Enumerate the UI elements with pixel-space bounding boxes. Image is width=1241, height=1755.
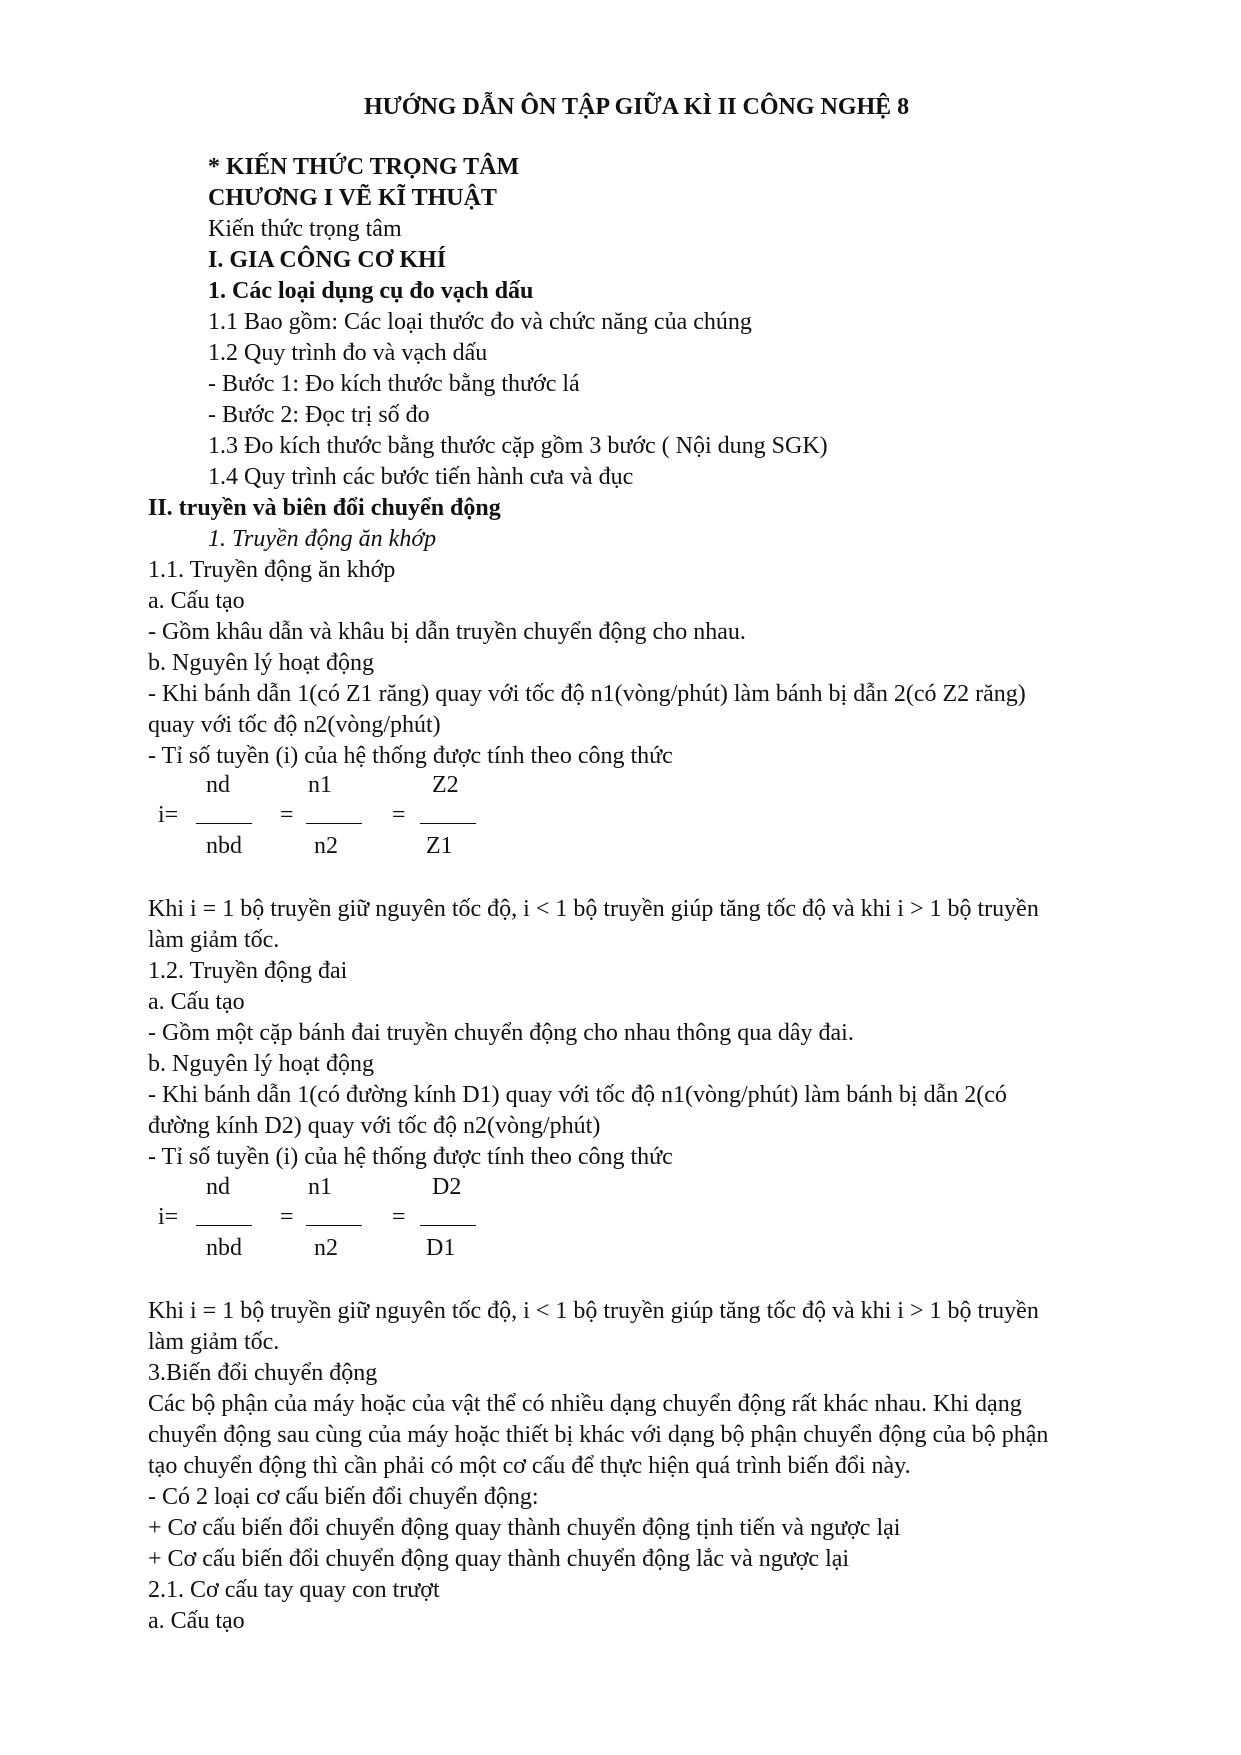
text-line: - Khi bánh dẫn 1(có Z1 răng) quay với tốc độ n1(vòng/phút) làm bánh bị dẫn 2(có Z2 răng) (148, 681, 1026, 707)
text-line: Khi i = 1 bộ truyền giữ nguyên tốc độ, i < 1 bộ truyền giúp tăng tốc độ và khi i > 1 bộ truyền (148, 896, 1039, 922)
text-line: Kiến thức trọng tâm (208, 216, 402, 242)
text-line: 2.1. Cơ cấu tay quay con trượt (148, 1577, 440, 1603)
formula-equals: = (280, 802, 294, 828)
subsection-heading: 1. Truyền động ăn khớp (208, 526, 437, 552)
fraction-bar (306, 823, 362, 824)
formula-numerator: n1 (308, 1174, 332, 1200)
text-line: a. Cấu tạo (148, 1608, 245, 1634)
text-line: - Gồm một cặp bánh đai truyền chuyển động cho nhau thông qua dây đai. (148, 1020, 854, 1046)
text-line: 1.2. Truyền động đai (148, 958, 348, 984)
text-line: 1.1 Bao gồm: Các loại thước đo và chức năng của chúng (208, 309, 752, 335)
formula-equals: = (392, 1204, 406, 1230)
formula-equals: = (392, 802, 406, 828)
text-line: b. Nguyên lý hoạt động (148, 1051, 374, 1077)
fraction-bar (196, 823, 252, 824)
text-line: Các bộ phận của máy hoặc của vật thể có nhiều dạng chuyển động rất khác nhau. Khi dạng (148, 1391, 1022, 1417)
text-line: - Có 2 loại cơ cấu biến đổi chuyển động: (148, 1484, 539, 1510)
text-line: - Tỉ số tuyền (i) của hệ thống được tính theo công thức (148, 743, 673, 769)
text-line: 1.4 Quy trình các bước tiến hành cưa và đục (208, 464, 634, 490)
fraction-bar (306, 1225, 362, 1226)
page-title: HƯỚNG DẪN ÔN TẬP GIỮA KÌ II CÔNG NGHỆ 8 (364, 94, 910, 120)
text-line: 1.3 Đo kích thước bằng thước cặp gồm 3 bước ( Nội dung SGK) (208, 433, 828, 459)
text-line: 3.Biến đổi chuyển động (148, 1360, 378, 1386)
text-line: - Bước 1: Đo kích thước bằng thước lá (208, 371, 580, 397)
section-heading: I. GIA CÔNG CƠ KHÍ (208, 247, 447, 273)
fraction-bar (420, 1225, 476, 1226)
formula-denominator: D1 (426, 1235, 456, 1261)
text-line: chuyển động sau cùng của máy hoặc thiết bị khác với dạng bộ phận chuyển động của bộ phận (148, 1422, 1049, 1448)
text-line: a. Cấu tạo (148, 989, 245, 1015)
section-heading: II. truyền và biên đổi chuyển động (148, 495, 501, 521)
text-line: + Cơ cấu biến đổi chuyển động quay thành chuyển động tịnh tiến và ngược lại (148, 1515, 901, 1541)
chapter-heading: CHƯƠNG I VẼ KĨ THUẬT (208, 185, 497, 211)
text-line: Khi i = 1 bộ truyền giữ nguyên tốc độ, i < 1 bộ truyền giúp tăng tốc độ và khi i > 1 bộ truyền (148, 1298, 1039, 1324)
formula-denominator: nbd (206, 833, 242, 859)
text-line: - Gồm khâu dẫn và khâu bị dẫn truyền chuyển động cho nhau. (148, 619, 746, 645)
text-line: quay với tốc độ n2(vòng/phút) (148, 712, 441, 738)
formula-numerator: nd (206, 1174, 230, 1200)
fraction-bar (196, 1225, 252, 1226)
formula-numerator: Z2 (432, 772, 459, 798)
text-line: - Bước 2: Đọc trị số đo (208, 402, 430, 428)
text-line: làm giảm tốc. (148, 927, 280, 953)
formula-denominator: nbd (206, 1235, 242, 1261)
text-line: - Khi bánh dẫn 1(có đường kính D1) quay với tốc độ n1(vòng/phút) làm bánh bị dẫn 2(có (148, 1082, 1007, 1108)
formula-denominator: Z1 (426, 833, 453, 859)
fraction-bar (420, 823, 476, 824)
formula-lhs: i= (158, 802, 179, 828)
formula-denominator: n2 (314, 1235, 338, 1261)
formula-lhs: i= (158, 1204, 179, 1230)
text-line: a. Cấu tạo (148, 588, 245, 614)
section-heading: * KIẾN THỨC TRỌNG TÂM (208, 154, 520, 180)
text-line: 1.2 Quy trình đo và vạch dấu (208, 340, 488, 366)
text-line: tạo chuyển động thì cần phải có một cơ cấu để thực hiện quá trình biến đổi này. (148, 1453, 911, 1479)
text-line: đường kính D2) quay với tốc độ n2(vòng/phút) (148, 1113, 601, 1139)
text-line: b. Nguyên lý hoạt động (148, 650, 374, 676)
text-line: - Tỉ số tuyền (i) của hệ thống được tính theo công thức (148, 1144, 673, 1170)
formula-numerator: D2 (432, 1174, 462, 1200)
formula-equals: = (280, 1204, 294, 1230)
formula-numerator: nd (206, 772, 230, 798)
formula-numerator: n1 (308, 772, 332, 798)
subsection-heading: 1. Các loại dụng cụ đo vạch dấu (208, 278, 534, 304)
text-line: 1.1. Truyền động ăn khớp (148, 557, 396, 583)
formula-denominator: n2 (314, 833, 338, 859)
text-line: + Cơ cấu biến đổi chuyển động quay thành chuyển động lắc và ngược lại (148, 1546, 850, 1572)
text-line: làm giảm tốc. (148, 1329, 280, 1355)
